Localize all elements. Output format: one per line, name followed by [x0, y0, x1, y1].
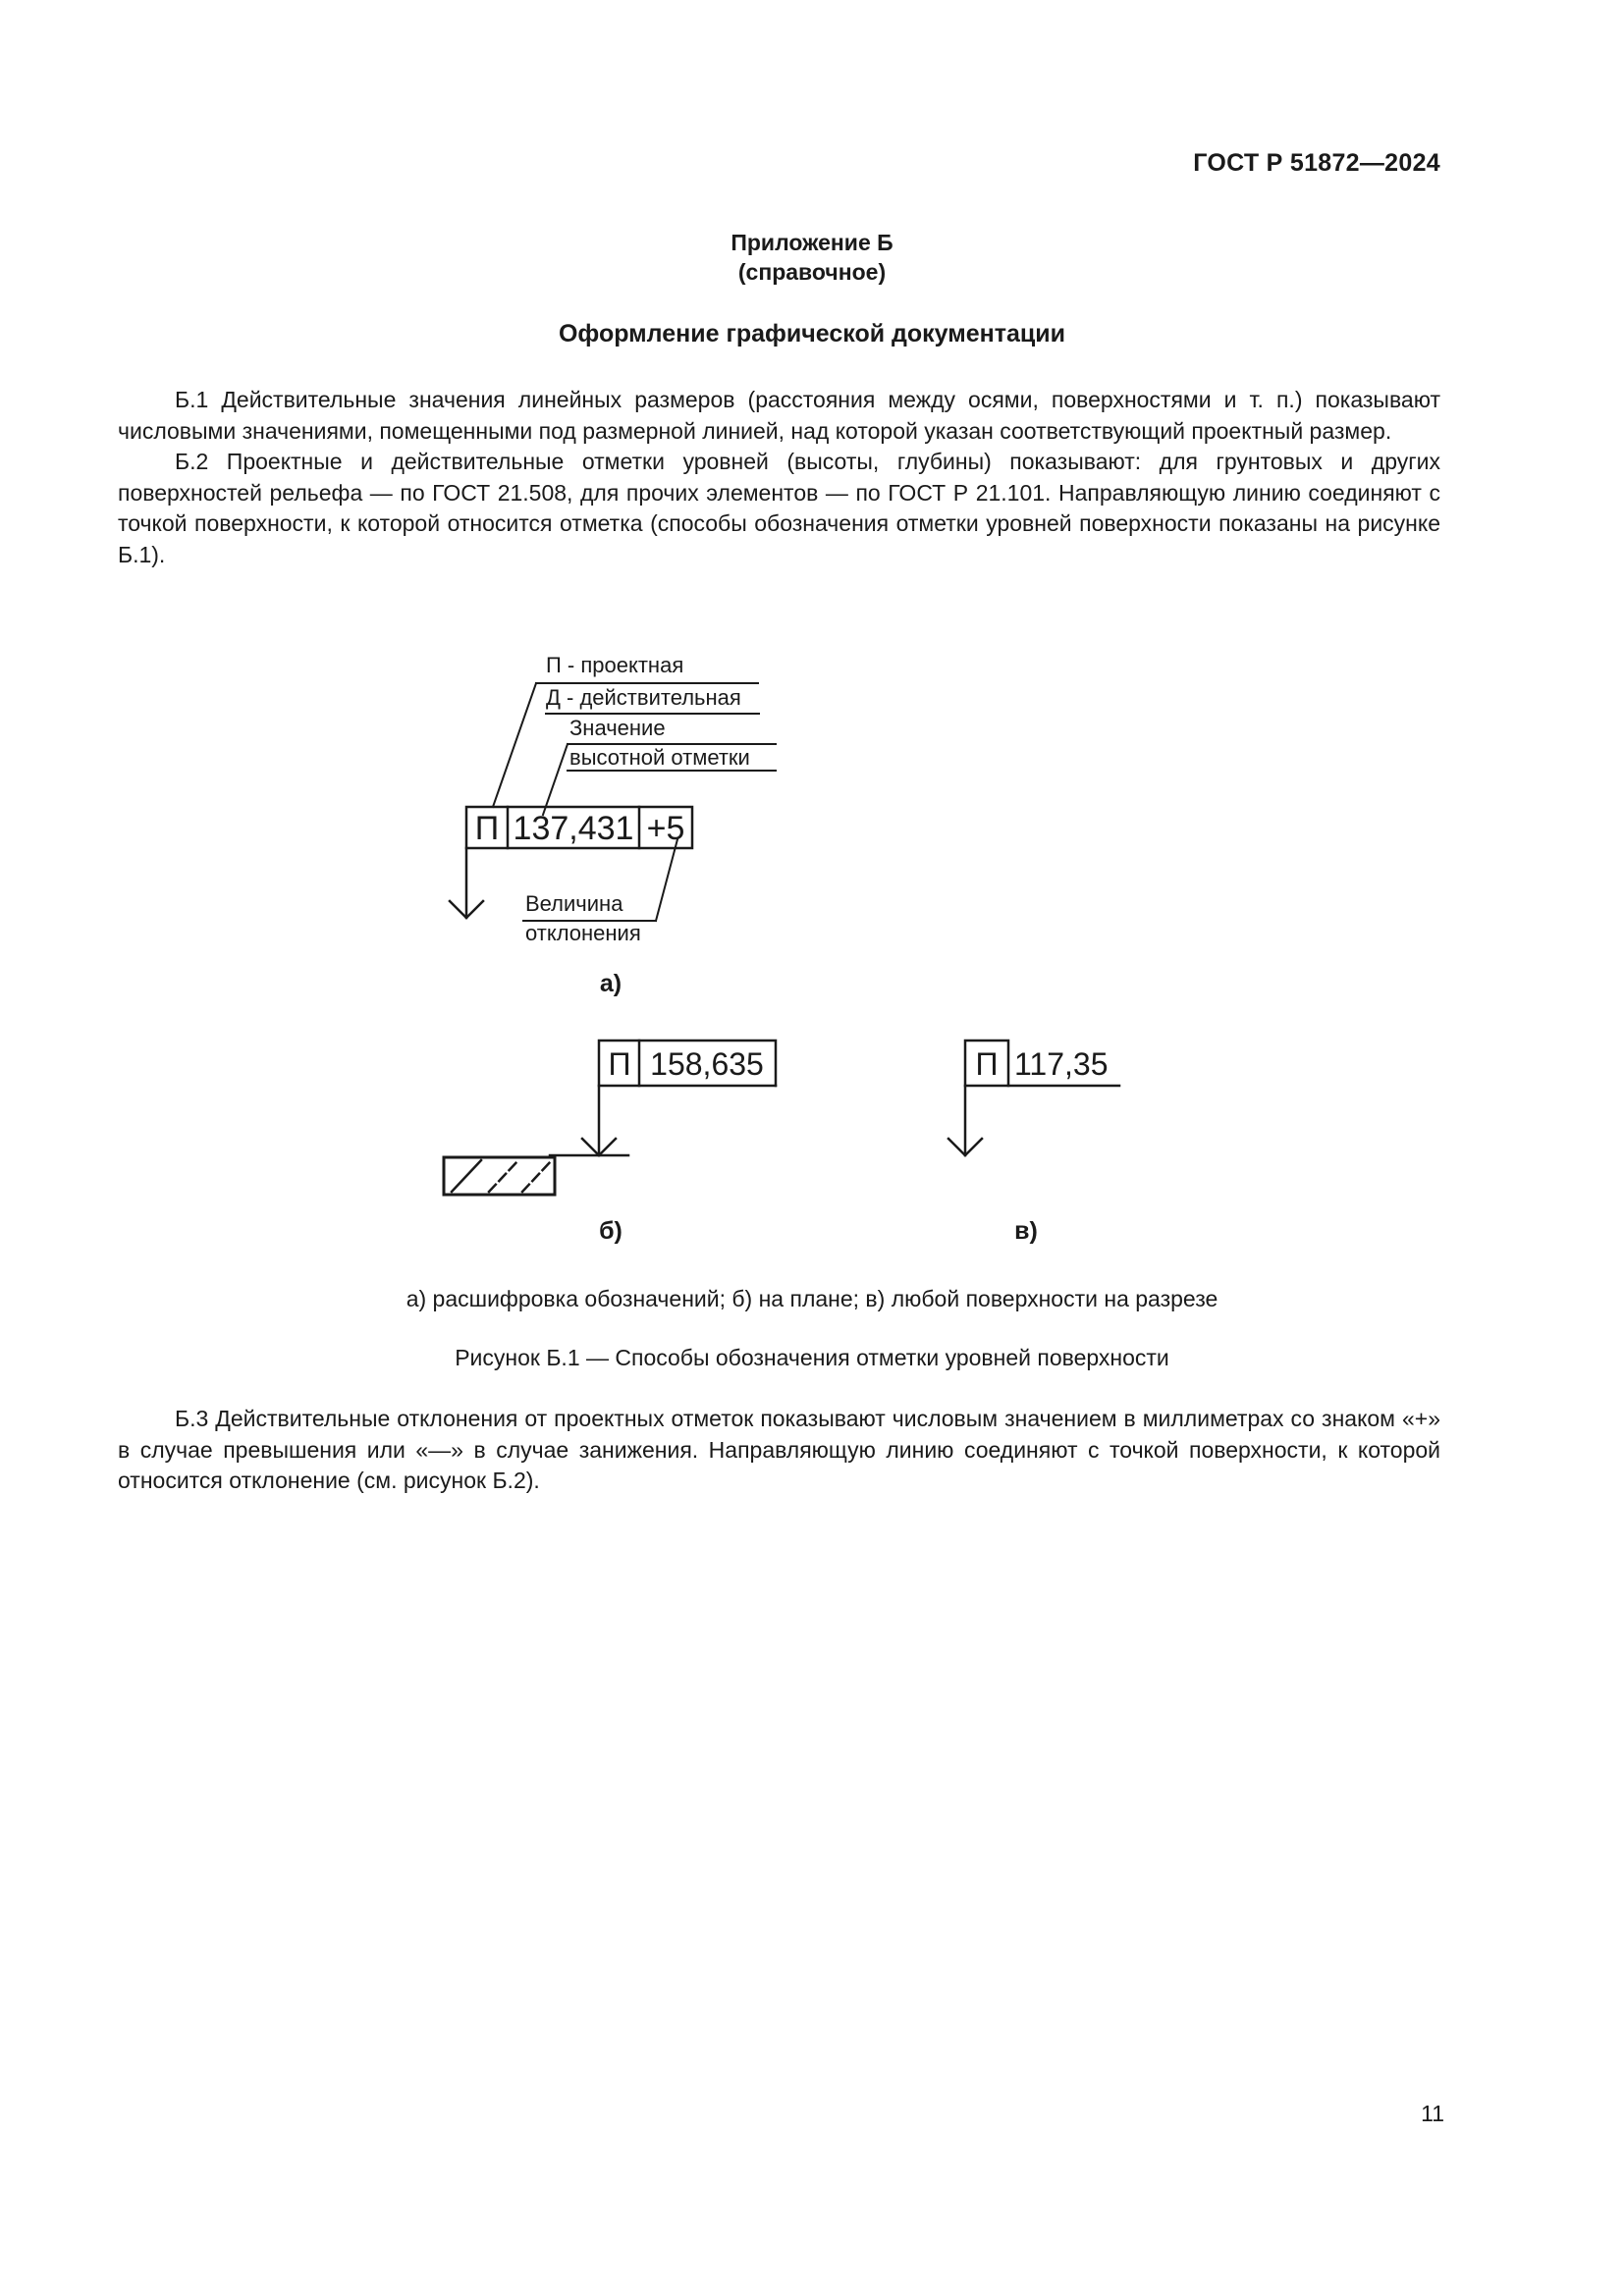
- mark-b-value: 158,635: [650, 1046, 764, 1082]
- mark-a-value: 137,431: [513, 810, 634, 847]
- leader-diagonal-deviation: [656, 839, 677, 921]
- section-title: Оформление графической документации: [558, 320, 1066, 347]
- label-actual: Д - действительная: [546, 685, 741, 710]
- leader-diagonal-design: [493, 683, 536, 807]
- sublabel-b: б): [599, 1217, 623, 1245]
- paragraph-b2: Б.2 Проектные и действительные отметки уровней (высоты, глубины) показывают: для грунтовых и других поверхностей рельефа — по ГОСТ 21.508, для прочих элементов — по ГОСТ Р 21.101. Направляющую линию соединяют с точкой поверхности, к которой относится отметка (способы обозначения отметки уровней поверхности показаны на рисунке Б.1).: [118, 449, 1440, 567]
- page-number: 11: [1421, 2101, 1444, 2126]
- appendix-title: Приложение Б: [731, 230, 893, 255]
- closing-paragraphs: [118, 1404, 1440, 1497]
- paragraph-b1: Б.1 Действительные значения линейных размеров (расстояния между осями, поверхностями и т. п.) показывают числовыми значениями, помещенными под размерной линией, над которой указан соответствующий проектный размер.: [118, 387, 1440, 444]
- label-value-line2: высотной отметки: [569, 745, 750, 770]
- label-deviation-line2: отклонения: [525, 921, 641, 945]
- mark-b-type: П: [608, 1046, 631, 1082]
- sublabel-a: а): [599, 970, 623, 997]
- mark-a-deviation: +5: [646, 810, 685, 847]
- hatch-line-2: [489, 1160, 518, 1192]
- mark-c-value: 117,35: [1014, 1046, 1109, 1082]
- paragraph-b3: Б.3 Действительные отклонения от проектных отметок показывают числовым значением в миллиметрах со знаком «+» в случае превышения или «—» в случае занижения. Направляющую линию соединяют с точкой поверхности, к которой относится отклонение (см. рисунок Б.2).: [118, 1406, 1440, 1493]
- sublabel-c: в): [1014, 1217, 1038, 1245]
- leader-diagonal-value: [543, 744, 568, 815]
- label-value-line1: Значение: [569, 716, 666, 740]
- label-design: П - проектная: [546, 653, 684, 677]
- mark-a-type: П: [474, 810, 500, 847]
- hatch-line-3: [522, 1161, 551, 1192]
- figure-subcaption: а) расшифровка обозначений; б) на плане; в) любой поверхности на разрезе: [406, 1286, 1218, 1311]
- label-deviation-line1: Величина: [525, 891, 623, 916]
- mark-c-type: П: [975, 1046, 999, 1082]
- hatch-line-1: [452, 1160, 481, 1192]
- appendix-subtitle: (справочное): [737, 259, 887, 285]
- document-code: ГОСТ Р 51872—2024: [1193, 149, 1440, 177]
- figure-caption: Рисунок Б.1 — Способы обозначения отметки уровней поверхности: [455, 1345, 1169, 1370]
